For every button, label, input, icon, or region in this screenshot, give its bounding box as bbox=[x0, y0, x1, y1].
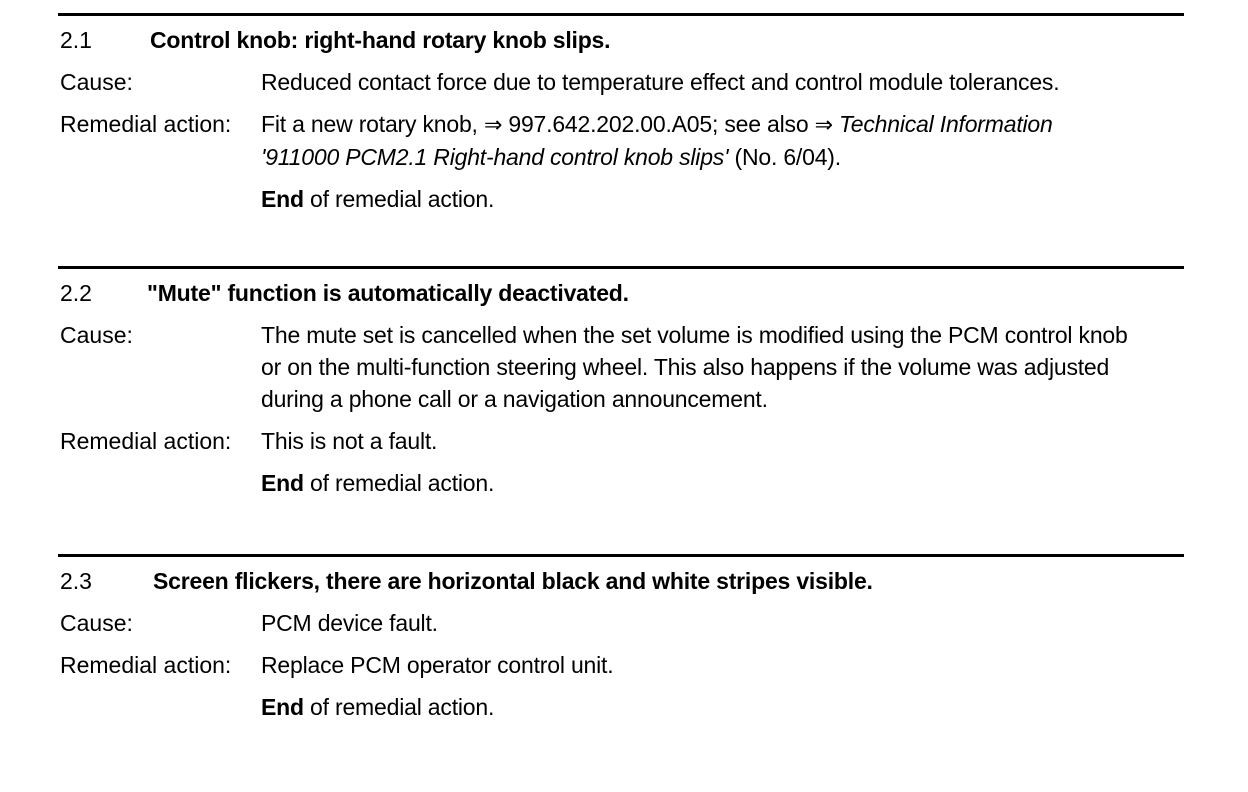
section-title: "Mute" function is automatically deactivated. bbox=[147, 280, 629, 306]
remedy-row bbox=[58, 649, 1184, 681]
section-2-1 bbox=[58, 13, 1184, 215]
end-text bbox=[261, 691, 1184, 723]
technical-information-link[interactable]: Technical Information bbox=[832, 111, 1053, 137]
end-rest: of remedial action. bbox=[303, 470, 495, 496]
end-bold: End bbox=[261, 186, 304, 212]
cause-row bbox=[58, 66, 1184, 98]
end-text bbox=[261, 183, 1184, 215]
remedy-text bbox=[261, 108, 1184, 173]
section-heading bbox=[58, 275, 1184, 309]
section-number: 2.1 bbox=[60, 27, 92, 53]
end-row bbox=[58, 691, 1184, 723]
end-bold: End bbox=[261, 694, 304, 720]
cause-row bbox=[58, 319, 1184, 415]
section-number: 2.2 bbox=[60, 280, 92, 306]
cause-line: during a phone call or a navigation announcement. bbox=[261, 386, 768, 412]
end-rest: of remedial action. bbox=[303, 186, 495, 212]
section-2-2 bbox=[58, 266, 1184, 499]
remedy-row bbox=[58, 108, 1184, 173]
section-heading bbox=[58, 563, 1184, 597]
technical-information-title: '911000 PCM2.1 Right-hand control knob slips' bbox=[261, 144, 729, 170]
remedy-prefix: Fit a new rotary knob, bbox=[261, 111, 484, 137]
end-text bbox=[261, 467, 1184, 499]
cause-text: PCM device fault. bbox=[261, 610, 438, 636]
cause-label: Cause: bbox=[60, 610, 133, 636]
section-heading bbox=[58, 22, 1184, 56]
cause-line: The mute set is cancelled when the set volume is modified using the PCM control knob bbox=[261, 322, 1128, 348]
arrow-right-icon: ⇒ bbox=[814, 112, 833, 137]
section-divider bbox=[58, 266, 1184, 269]
part-number-link[interactable]: 997.642.202.00.A05; see also bbox=[502, 111, 815, 137]
remedy-label: Remedial action: bbox=[60, 428, 232, 454]
arrow-right-icon: ⇒ bbox=[483, 112, 503, 137]
remedy-text: This is not a fault. bbox=[261, 428, 438, 454]
section-title: Control knob: right-hand rotary knob slips. bbox=[150, 27, 611, 53]
cause-row bbox=[58, 607, 1184, 639]
section-divider bbox=[58, 13, 1184, 16]
end-row bbox=[58, 183, 1184, 215]
end-bold: End bbox=[261, 470, 304, 496]
section-title: Screen flickers, there are horizontal black and white stripes visible. bbox=[153, 568, 873, 594]
end-rest: of remedial action. bbox=[303, 694, 495, 720]
cause-text bbox=[261, 319, 1184, 415]
cause-line: or on the multi-function steering wheel. This also happens if the volume was adjusted bbox=[261, 354, 1110, 380]
remedy-suffix: (No. 6/04). bbox=[728, 144, 841, 170]
cause-text: Reduced contact force due to temperature effect and control module tolerances. bbox=[261, 69, 1060, 95]
remedy-text: Replace PCM operator control unit. bbox=[261, 652, 614, 678]
cause-label: Cause: bbox=[60, 69, 133, 95]
remedy-label: Remedial action: bbox=[60, 111, 232, 137]
cause-label: Cause: bbox=[60, 322, 133, 348]
remedy-row bbox=[58, 425, 1184, 457]
section-2-3 bbox=[58, 554, 1184, 723]
section-number: 2.3 bbox=[60, 568, 92, 594]
remedy-label: Remedial action: bbox=[60, 652, 232, 678]
end-row bbox=[58, 467, 1184, 499]
section-divider bbox=[58, 554, 1184, 557]
